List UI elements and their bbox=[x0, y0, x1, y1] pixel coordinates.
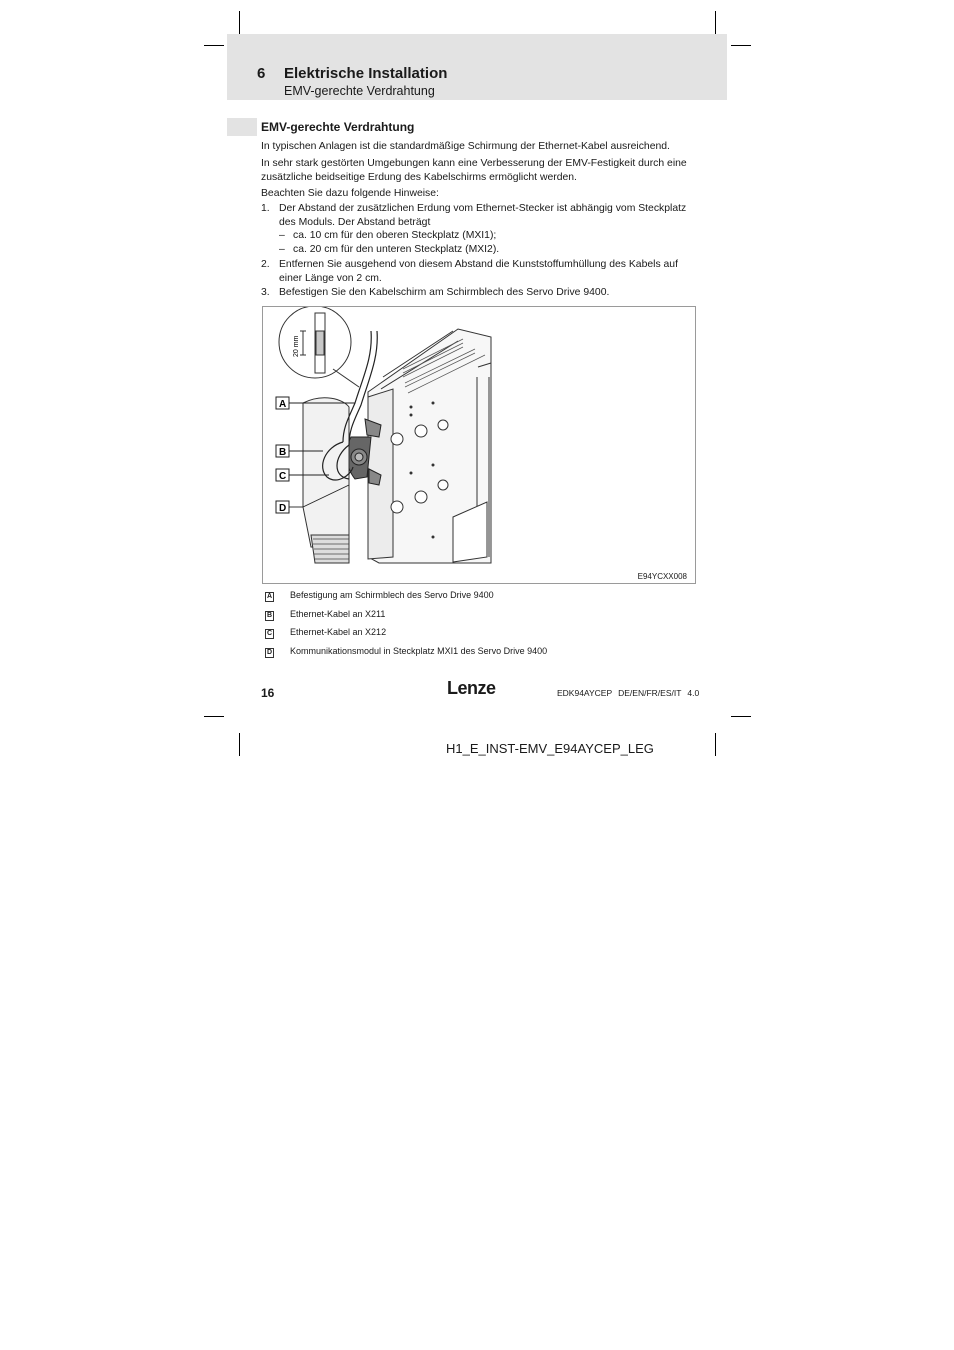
step-number: 1. bbox=[261, 203, 270, 214]
chapter-subtitle: EMV-gerechte Verdrahtung bbox=[284, 84, 435, 98]
section-marker bbox=[227, 118, 257, 136]
crop-mark bbox=[204, 45, 224, 46]
file-code: H1_E_INST-EMV_E94AYCEP_LEG bbox=[446, 741, 654, 756]
sub-item-dash: – bbox=[279, 230, 285, 241]
legend-text: Ethernet-Kabel an X211 bbox=[290, 609, 386, 619]
callout-c: C bbox=[279, 471, 287, 482]
paragraph: Beachten Sie dazu folgende Hinweise: bbox=[261, 188, 439, 199]
document-reference bbox=[557, 688, 705, 698]
sub-item-dash: – bbox=[279, 244, 285, 255]
doc-languages: DE/EN/FR/ES/IT bbox=[618, 688, 682, 698]
step-text: Der Abstand der zusätzlichen Erdung vom Ethernet-Stecker ist abhängig vom Steckplatz des Moduls. Der Abstand beträgt bbox=[279, 203, 687, 228]
brand-logo: Lenze bbox=[447, 678, 496, 698]
callout-d: D bbox=[279, 503, 287, 514]
legend-key: C bbox=[266, 630, 273, 637]
doc-version: 4.0 bbox=[687, 688, 700, 698]
page-number: 16 bbox=[261, 686, 275, 700]
sub-item-text: ca. 20 cm für den unteren Steckplatz (MXI2). bbox=[293, 244, 500, 255]
crop-mark bbox=[715, 11, 716, 34]
chapter-number: 6 bbox=[257, 65, 266, 82]
crop-mark bbox=[731, 716, 751, 717]
legend-key: D bbox=[266, 649, 273, 656]
figure-code: E94YCXX008 bbox=[637, 572, 687, 581]
legend-text: Befestigung am Schirmblech des Servo Drive 9400 bbox=[290, 590, 494, 600]
dimension-label: 20 mm bbox=[293, 335, 300, 357]
sub-item-text: ca. 10 cm für den oberen Steckplatz (MXI1); bbox=[293, 230, 497, 241]
callout-b: B bbox=[279, 447, 287, 458]
step-number: 2. bbox=[261, 259, 270, 270]
legend-text: Kommunikationsmodul in Steckplatz MXI1 des Servo Drive 9400 bbox=[290, 646, 548, 656]
doc-id: EDK94AYCEP bbox=[557, 688, 613, 698]
legend-key: A bbox=[266, 593, 273, 600]
drive-illustration bbox=[263, 307, 695, 583]
step-text: Befestigen Sie den Kabelschirm am Schirmblech des Servo Drive 9400. bbox=[279, 287, 610, 298]
callout-a: A bbox=[279, 399, 287, 410]
crop-mark bbox=[731, 45, 751, 46]
crop-mark bbox=[239, 11, 240, 34]
installation-figure bbox=[262, 306, 696, 584]
paragraph: In sehr stark gestörten Umgebungen kann eine Verbesserung der EMV-Festigkeit durch eine zusätzliche beidseitige Erdung des Kabelschirms ermöglicht werden. bbox=[261, 158, 687, 183]
legend-text: Ethernet-Kabel an X212 bbox=[290, 627, 387, 637]
crop-mark bbox=[204, 716, 224, 717]
step-text: Entfernen Sie ausgehend von diesem Abstand die Kunststoffumhüllung des Kabels auf einer Länge von 2 cm. bbox=[279, 259, 678, 284]
step-number: 3. bbox=[261, 287, 270, 298]
chapter-title: Elektrische Installation bbox=[284, 65, 448, 82]
paragraph: In typischen Anlagen ist die standardmäßige Schirmung der Ethernet-Kabel ausreichend. bbox=[261, 141, 670, 152]
section-title: EMV-gerechte Verdrahtung bbox=[261, 120, 415, 134]
crop-mark bbox=[715, 733, 716, 756]
legend-key: B bbox=[266, 612, 273, 619]
crop-mark bbox=[239, 733, 240, 756]
